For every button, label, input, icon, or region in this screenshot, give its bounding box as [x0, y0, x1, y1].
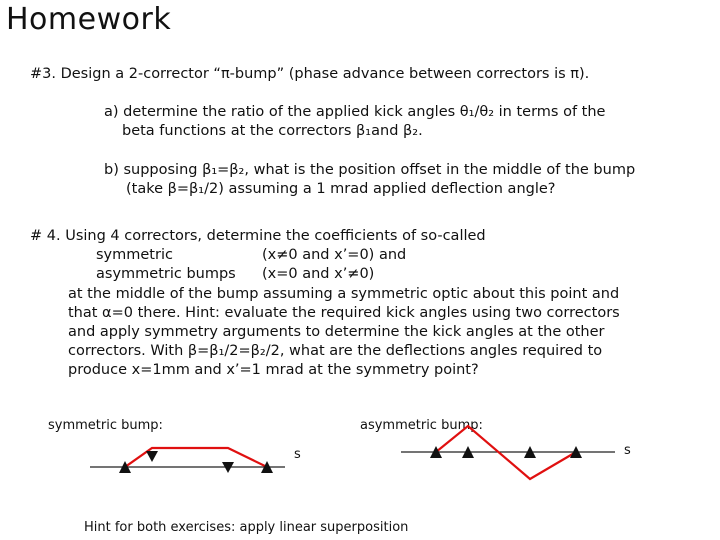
corrector-2-marker — [146, 451, 158, 462]
page-title: Homework — [6, 2, 172, 37]
problem-3b-line-2: (take β=β₁/2) assuming a 1 mrad applied deflection angle? — [126, 181, 556, 197]
problem-4-line-7: correctors. With β=β₁/2=β₂/2, what are the deflections angles required to — [68, 343, 603, 359]
problem-4-asymmetric-term: asymmetric bumps — [96, 266, 236, 282]
problem-3a-line-2: beta functions at the correctors β₁and β₂. — [122, 123, 423, 139]
problem-4-symmetric-condition: (x≠0 and x’=0) and — [262, 247, 407, 263]
problem-4-line-8: produce x=1mm and x’=1 mrad at the symmetry point? — [68, 362, 479, 378]
s-axis-label-symmetric: s — [294, 447, 301, 462]
problem-3-statement: #3. Design a 2-corrector “π-bump” (phase advance between correctors is π). — [30, 66, 590, 82]
problem-4-asymmetric-condition: (x=0 and x’≠0) — [262, 266, 375, 282]
s-axis-label-asymmetric: s — [624, 443, 631, 458]
problem-4-line-6: and apply symmetry arguments to determine the kick angles at the other — [68, 324, 605, 340]
problem-4-line-5: that α=0 there. Hint: evaluate the required kick angles using two correctors — [68, 305, 620, 321]
problem-4-line-1: # 4. Using 4 correctors, determine the coefficients of so-called — [30, 228, 486, 244]
problem-4-symmetric-term: symmetric — [96, 247, 173, 263]
problem-4-line-4: at the middle of the bump assuming a symmetric optic about this point and — [68, 286, 620, 302]
asymmetric-bump-label: asymmetric bump: — [360, 418, 483, 433]
hint-text: Hint for both exercises: apply linear superposition — [84, 520, 409, 535]
problem-3b-line-1: b) supposing β₁=β₂, what is the position offset in the middle of the bump — [104, 162, 636, 178]
problem-3a-line-1: a) determine the ratio of the applied kick angles θ₁/θ₂ in terms of the — [104, 104, 606, 120]
asymmetric-bump-diagram — [396, 422, 620, 502]
symmetric-bump-trajectory — [125, 448, 267, 467]
symmetric-bump-diagram — [80, 440, 290, 480]
symmetric-bump-label: symmetric bump: — [48, 418, 163, 433]
